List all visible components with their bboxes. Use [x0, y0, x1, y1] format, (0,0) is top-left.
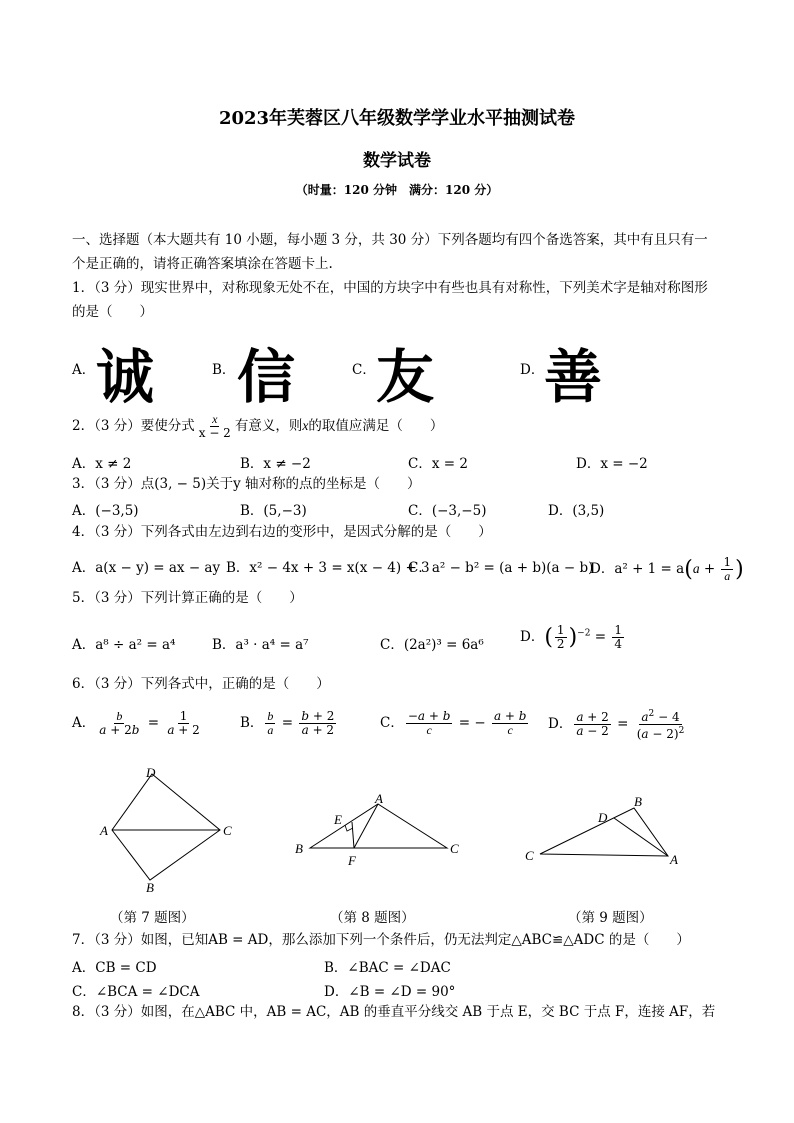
q4-option-b: B．x² − 4x + 3 = x(x − 4) + 3	[226, 560, 430, 576]
exam-meta: （时量：120 分钟 满分：120 分）	[295, 183, 499, 197]
q1-option-d-label: D．	[520, 362, 545, 378]
q2-var: x	[302, 418, 309, 433]
figure-9	[520, 792, 690, 872]
q2-stem	[72, 413, 443, 440]
q2-frac-num: x	[212, 412, 218, 426]
q5-option-b: B．a³ · a⁴ = a⁷	[212, 637, 309, 653]
figure-8	[292, 790, 472, 870]
q5-option-c: C．(2a²)³ = 6a⁶	[380, 637, 484, 653]
figure-7	[90, 762, 250, 896]
q2-option-a: A．x ≠ 2	[72, 456, 132, 472]
fig8-caption: （第 8 题图）	[330, 910, 415, 926]
q4-option-d: D．a² + 1 = a(a + $\frac{1}{a}$ )	[590, 555, 744, 583]
q3-option-a: A．(−3,5)	[72, 503, 139, 519]
q6-option-d-label: D．	[548, 716, 573, 732]
q7-option-b: B．∠BAC = ∠DAC	[324, 960, 451, 976]
fig8-label-b: B	[295, 841, 303, 856]
fig8-label-c: C	[450, 841, 459, 856]
q2-option-b: B．x ≠ −2	[240, 456, 311, 472]
q4-option-c: C．a² − b² = (a + b)(a − b)	[408, 560, 594, 576]
section-intro-line1: 一、选择题（本大题共有 10 小题，每小题 3 分，共 30 分）下列各题均有四个备选答案，其中有且只有一	[72, 232, 708, 248]
fig7-label-d: D	[146, 765, 156, 780]
q5-stem: 5．（3 分）下列计算正确的是（ ）	[72, 590, 303, 606]
q6-stem: 6．（3 分）下列各式中，正确的是（ ）	[72, 676, 330, 692]
q6-option-b-label: B．	[240, 715, 264, 731]
q6-option-c-label: C．	[380, 715, 404, 731]
q2-stem-post: 有意义，则	[234, 418, 303, 434]
q2-fraction	[197, 413, 233, 440]
fig9-label-d: D	[598, 810, 608, 825]
exam-subtitle: 数学试卷	[363, 151, 431, 171]
q6-option-b: B． $\frac{b}{a}$ = $\frac{b + 2}{a + 2}$	[240, 709, 335, 737]
q3-option-d: D．(3,5)	[548, 503, 605, 519]
fig9-label-a: A	[670, 852, 678, 867]
fig7-label-a: A	[100, 823, 108, 838]
q2-stem-pre: 2．（3 分）要使分式	[72, 418, 195, 434]
fig8-label-a: A	[375, 791, 383, 806]
fig7-caption: （第 7 题图）	[110, 910, 195, 926]
q2-stem-post2: 的取值应满足（ ）	[308, 418, 444, 434]
q3-option-b: B．(5,−3)	[240, 503, 307, 519]
q2-option-c: C．x = 2	[408, 456, 468, 472]
q3-option-c: C．(−3,−5)	[408, 503, 487, 519]
q2-frac-den: x − 2	[198, 426, 231, 440]
q1-option-c-char: 友	[376, 343, 435, 411]
q8-stem: 8．（3 分）如图，在△ABC 中，AB = AC，AB 的垂直平分线交 AB 于点 E，交 BC 于点 F，连接 AF，若	[72, 1004, 716, 1020]
q7-stem: 7．（3 分）如图，已知AB = AD，那么添加下列一个条件后，仍无法判定△ABC≌△ADC 的是（ ）	[72, 932, 690, 948]
exam-title: 2023年芙蓉区八年级数学学业水平抽测试卷	[218, 108, 576, 129]
q6-option-d: D． $\frac{a + 2}{a - 2}$ = $\frac{a^2 - 4}{(a - 2)^2}$	[548, 709, 685, 741]
fig7-label-c: C	[223, 823, 232, 838]
q1-option-a-char: 诚	[96, 343, 155, 411]
q6-option-c: C． $\frac{-a + b}{c}$ = − $\frac{a + b}{c}$	[380, 709, 527, 737]
fig9-caption: （第 9 题图）	[568, 910, 653, 926]
q2-option-d: D．x = −2	[576, 456, 648, 472]
q5-option-d-label: D．	[520, 629, 545, 645]
q4-stem: 4．（3 分）下列各式由左边到右边的变形中，是因式分解的是（ ）	[72, 524, 492, 540]
q3-stem: 3．（3 分）点(3, − 5)关于y 轴对称的点的坐标是（ ）	[72, 476, 421, 492]
fig8-label-f: F	[348, 853, 356, 868]
q7-option-d: D．∠B = ∠D = 90°	[324, 984, 456, 1000]
fig8-label-e: E	[334, 812, 342, 827]
fig9-label-b: B	[634, 794, 642, 809]
q5-option-d: D．( $\frac{1}{2}$ )$^{-2}$ = $\frac{1}{4}$	[520, 623, 622, 651]
q6-option-a-label: A．	[72, 715, 96, 731]
q6-option-a: A． $\frac{b}{a + 2b}$ = $\frac{1}{a + 2}$	[72, 709, 200, 737]
q1-option-c-label: C．	[352, 362, 376, 378]
q1-option-a-label: A．	[72, 362, 96, 378]
q1-stem-line1: 1．（3 分）现实世界中，对称现象无处不在，中国的方块字中有些也具有对称性，下列美术字是轴对称图形	[72, 280, 708, 296]
fig9-label-c: C	[525, 848, 534, 863]
q7-option-a: A．CB = CD	[72, 960, 157, 976]
q1-option-b-char: 信	[237, 343, 296, 411]
q4-option-a: A．a(x − y) = ax − ay	[72, 560, 221, 576]
q1-option-d-char: 善	[544, 343, 603, 411]
section-intro-line2: 个是正确的，请将正确答案填涂在答题卡上.	[72, 256, 333, 272]
q1-stem-line2: 的是（ ）	[72, 304, 153, 320]
q7-option-c: C．∠BCA = ∠DCA	[72, 984, 200, 1000]
q5-option-a: A．a⁸ ÷ a² = a⁴	[72, 637, 176, 653]
q1-option-b-label: B．	[212, 362, 236, 378]
q4-option-d-text: D．a² + 1 = a	[590, 561, 685, 577]
fig7-label-b: B	[146, 880, 154, 895]
